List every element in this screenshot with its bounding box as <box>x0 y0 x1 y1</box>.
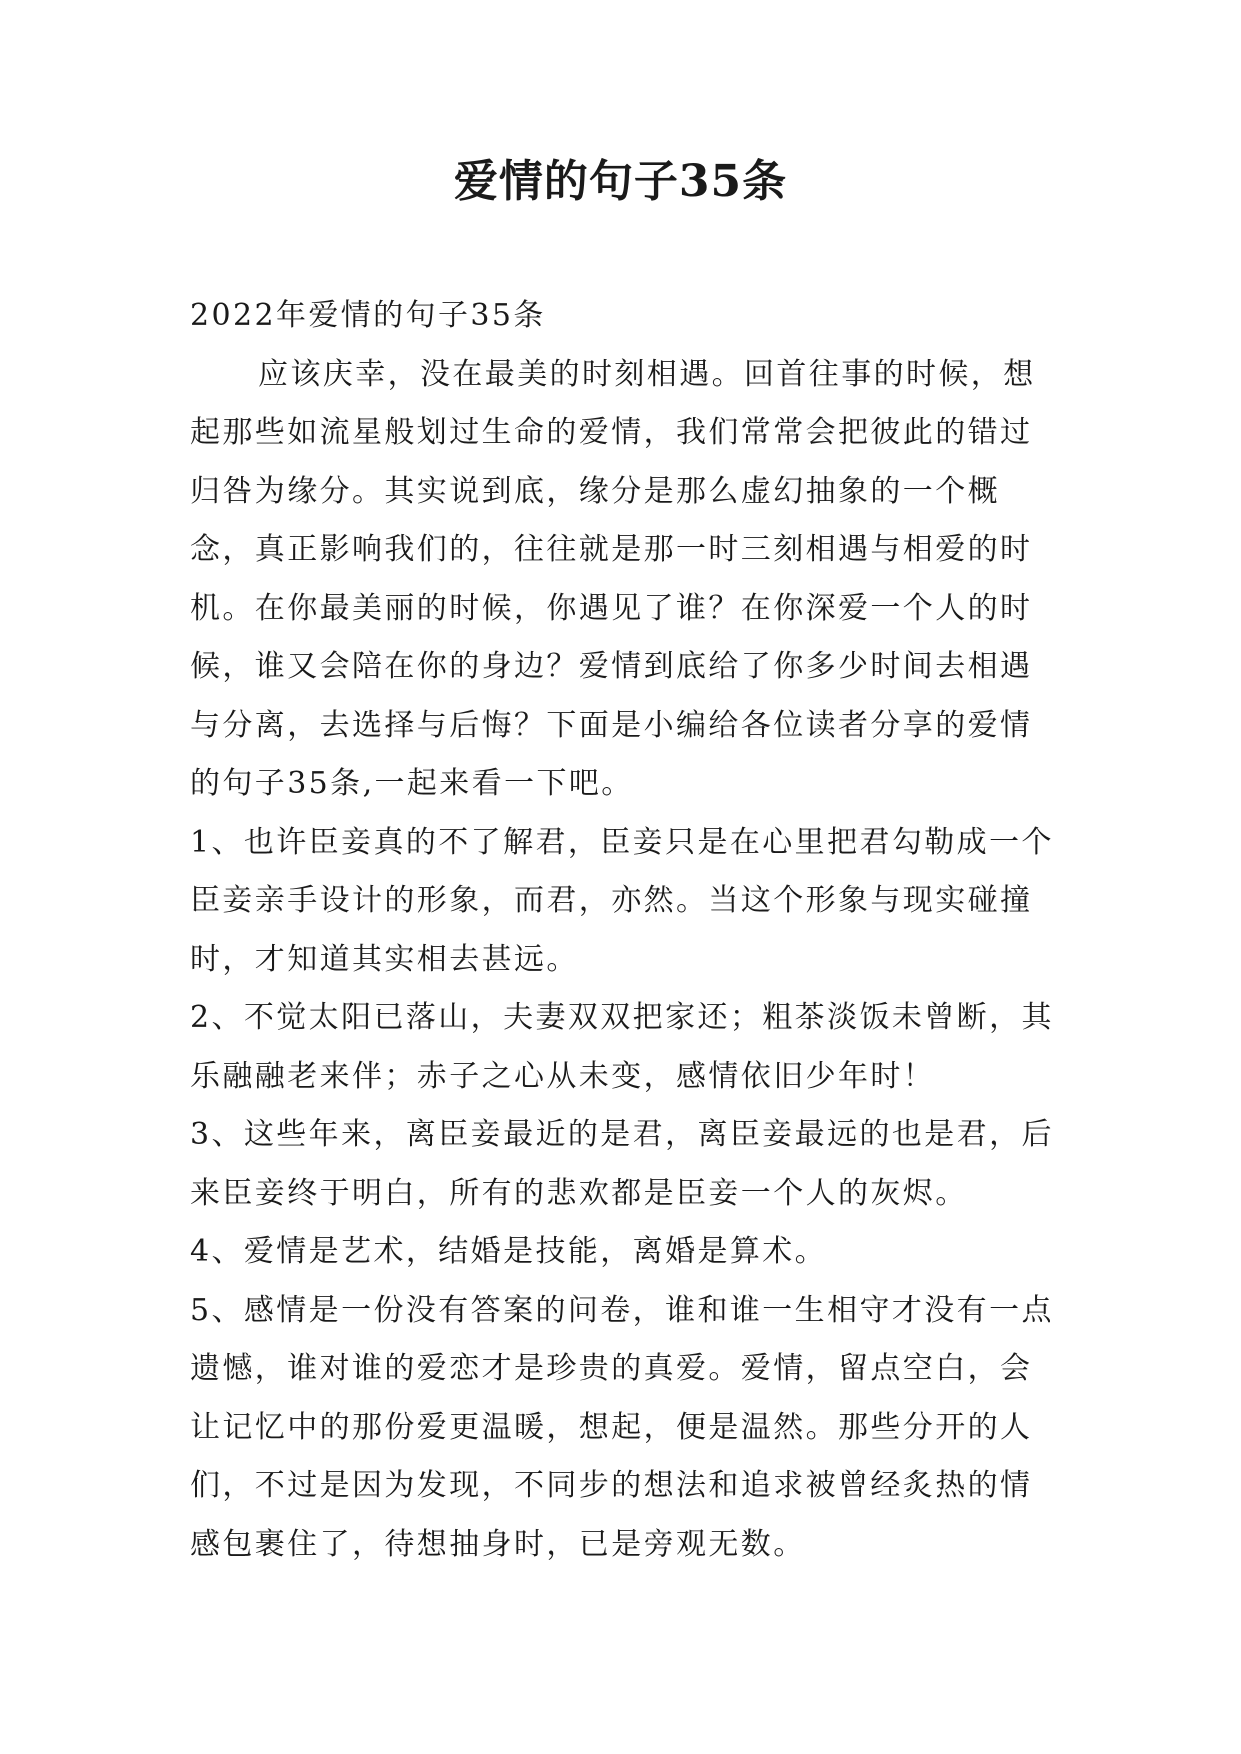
document-title: 爱情的句子35条 <box>453 156 788 207</box>
document-body <box>190 287 1060 1574</box>
intro-paragraph: 应该庆幸，没在最美的时刻相遇。回首往事的时候，想起那些如流星般划过生命的爱情，我们常常会把彼此的错过归咎为缘分。其实说到底，缘分是那么虚幻抽象的一个概念，真正影响我们的，往往就是那一时三刻相遇与相爱的时机。在你最美丽的时候，你遇见了谁？在你深爱一个人的时候，谁又会陪在你的身边？爱情到底给了你多少时间去相遇与分离，去选择与后悔？下面是小编给各位读者分享的爱情的句子35条,一起来看一下吧。 <box>190 356 1036 801</box>
list-item: 5、感情是一份没有答案的问卷，谁和谁一生相守才没有一点遗憾，谁对谁的爱恋才是珍贵的真爱。爱情，留点空白，会让记忆中的那份爱更温暖，想起，便是温然。那些分开的人们，不过是因为发现，不同步的想法和追求被曾经炙热的情感包裹住了，待想抽身时，已是旁观无数。 <box>190 1292 1054 1562</box>
list-item: 4、爱情是艺术，结婚是技能，离婚是算术。 <box>190 1234 828 1269</box>
list-item: 1、也许臣妾真的不了解君，臣妾只是在心里把君勾勒成一个臣妾亲手设计的形象，而君，亦然。当这个形象与现实碰撞时，才知道其实相去甚远。 <box>190 824 1054 977</box>
document-subtitle: 2022年爱情的句子35条 <box>190 298 546 333</box>
list-item: 3、这些年来，离臣妾最近的是君，离臣妾最远的也是君，后来臣妾终于明白，所有的悲欢都是臣妾一个人的灰烬。 <box>190 1117 1054 1211</box>
list-item: 2、不觉太阳已落山，夫妻双双把家还；粗茶淡饭未曾断，其乐融融老来伴；赤子之心从未变，感情依旧少年时！ <box>190 1000 1054 1094</box>
